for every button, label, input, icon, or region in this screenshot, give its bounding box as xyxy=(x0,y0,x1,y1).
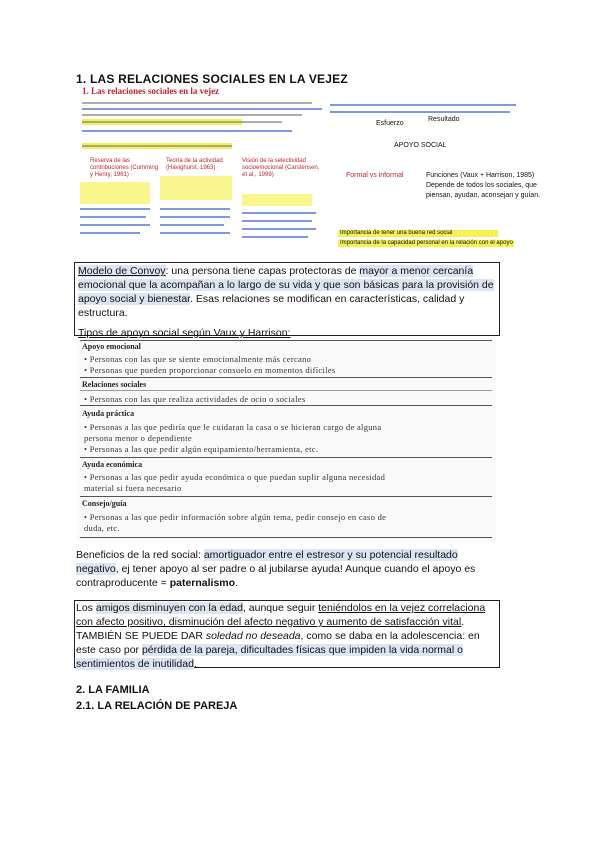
section-heading-2-1: 2.1. LA RELACIÓN DE PAREJA xyxy=(76,700,238,712)
section-heading-1: 1. LAS RELACIONES SOCIALES EN LA VEJEZ xyxy=(76,72,348,86)
convoy-text-a: : una persona tiene capas protectoras de xyxy=(165,265,360,277)
table-divider xyxy=(80,537,492,538)
notes-image xyxy=(76,86,541,256)
diagram-apoyo-social: APOYO SOCIAL xyxy=(394,142,447,149)
beneficios-e: . xyxy=(235,577,238,589)
notes-line xyxy=(82,114,302,116)
table-divider xyxy=(80,340,492,341)
amigos-g: , como se daba en la adolescencia: en este caso por xyxy=(76,630,480,656)
table-row: persona menor o dependiente xyxy=(84,433,192,443)
table-head-economica: Ayuda económica xyxy=(82,460,143,469)
notes-line xyxy=(330,111,510,113)
beneficios-b: amortiguador entre el estresor y su potencial resultado negativo xyxy=(76,549,458,575)
table-row: duda, etc. xyxy=(84,523,120,533)
notes-highlight xyxy=(160,176,232,200)
diagram-bullet-2: Importancia de la capacidad personal en la relación con el apoyo xyxy=(340,240,513,246)
convoy-paragraph xyxy=(78,264,496,320)
diagram-formal: Formal vs informal xyxy=(346,172,404,179)
notes-line xyxy=(160,216,230,218)
notes-line xyxy=(80,208,150,210)
table-head-practica: Ayuda práctica xyxy=(82,409,135,418)
table-divider xyxy=(80,405,492,406)
notes-highlight xyxy=(80,182,150,204)
table-head-emocional: Apoyo emocional xyxy=(82,342,141,351)
notes-highlight xyxy=(242,194,312,206)
notes-line xyxy=(80,232,140,234)
amigos-i: . xyxy=(193,658,197,670)
table-row: • Personas a las que pedir información sobre algún tema, pedir consejo en caso de xyxy=(84,512,387,522)
amigos-f: soledad no deseada xyxy=(205,630,301,642)
notes-line xyxy=(80,224,150,226)
amigos-c: , aunque seguir xyxy=(242,602,319,614)
notes-line xyxy=(82,102,312,104)
notes-line xyxy=(160,208,230,210)
amigos-paragraph xyxy=(76,601,498,671)
beneficios-c: , ej tener apoyo al ser padre o al jubilarse ayuda! Aunque cuando el apoyo es contraproducente = xyxy=(76,563,476,589)
table-head-consejo: Consejo/guía xyxy=(82,499,127,508)
table-row: • Personas a las que pedir ayuda económica o que puedan suplir alguna necesidad xyxy=(84,472,386,482)
table-row: • Personas a las que pedir algún equipamiento/herramienta, etc. xyxy=(84,444,319,454)
notes-line xyxy=(82,145,232,147)
notes-line xyxy=(242,236,308,238)
table-row: • Personas con las que realiza actividades de ocio o sociales xyxy=(84,394,306,404)
diagram-funciones: Funciones (Vaux + Harrison, 1985) xyxy=(426,172,535,179)
notes-col-1-title: Reserva de las contribuciones (Cumming y Henry, 1961) xyxy=(90,158,159,178)
notes-line xyxy=(330,104,516,106)
notes-col-3-title: Visión de la selectividad socioemocional (Carstensen, et al., 1999) xyxy=(242,158,320,178)
amigos-e: . TAMBIÉN SE PUEDE DAR xyxy=(76,616,465,642)
tipos-title: Tipos de apoyo social según Vaux y Harrison: xyxy=(78,327,291,339)
notes-line xyxy=(82,108,322,110)
notes-line xyxy=(242,228,316,230)
amigos-b: amigos disminuyen con la edad xyxy=(95,602,243,614)
amigos-a: Los xyxy=(76,602,96,614)
diagram-funciones-desc1: Depende de todos los sociales, que xyxy=(426,182,537,189)
notes-line xyxy=(82,130,292,132)
notes-line xyxy=(82,121,282,123)
notes-line xyxy=(80,216,146,218)
table-head-relaciones: Relaciones sociales xyxy=(82,380,147,389)
support-types-table xyxy=(76,340,496,542)
amigos-d: teniéndolos en la vejez correlaciona con afecto positivo, disminución del afecto negativo y aumento de satisfacción vital xyxy=(76,602,486,628)
table-divider xyxy=(80,496,492,497)
beneficios-a: Beneficios de la red social: xyxy=(76,549,204,561)
table-divider xyxy=(80,457,492,458)
table-divider xyxy=(80,377,492,378)
section-heading-2: 2. LA FAMILIA xyxy=(76,684,150,696)
notes-title: 1. Las relaciones sociales en la vejez xyxy=(82,86,220,96)
beneficios-d: paternalismo xyxy=(169,577,236,589)
amigos-h: pérdida de la pareja, dificultades físicas que impiden la vida normal o sentimientos de inutilidad xyxy=(76,644,463,670)
diagram-resultado: Resultado xyxy=(428,116,460,123)
diagram-bullet-1: Importancia de tener una buena red social xyxy=(340,230,453,236)
table-divider xyxy=(80,390,492,391)
notes-line xyxy=(160,232,230,234)
notes-col-2-title: Teoría de la actividad (Havighurst, 1963) xyxy=(166,158,223,171)
convoy-term: Modelo de Convoy xyxy=(78,265,166,277)
table-row: • Personas con las que se siente emocionalmente más cercano xyxy=(84,354,312,364)
table-row: • Personas a las que pediría que le cuidaran la casa o se hicieran cargo de alguna xyxy=(84,422,382,432)
convoy-text-c: . Esas relaciones se modifican en características, calidad y estructura. xyxy=(78,293,465,319)
convoy-text-b: mayor a menor cercanía emocional que la acompañan a lo largo de su vida y que son básicas para la provisión de apoyo social y bienestar xyxy=(78,265,494,305)
notes-line xyxy=(160,224,224,226)
beneficios-paragraph xyxy=(76,548,498,590)
notes-line xyxy=(242,212,316,214)
table-row: • Personas que pueden proporcionar consuelo en momentos difíciles xyxy=(84,365,336,375)
table-row: material si fuera necesario xyxy=(84,483,182,493)
diagram-funciones-desc2: piensan, ayudan, aconsejan y guían. xyxy=(426,192,541,199)
notes-line xyxy=(242,220,312,222)
diagram-esfuerzo: Esfuerzo xyxy=(376,120,404,127)
